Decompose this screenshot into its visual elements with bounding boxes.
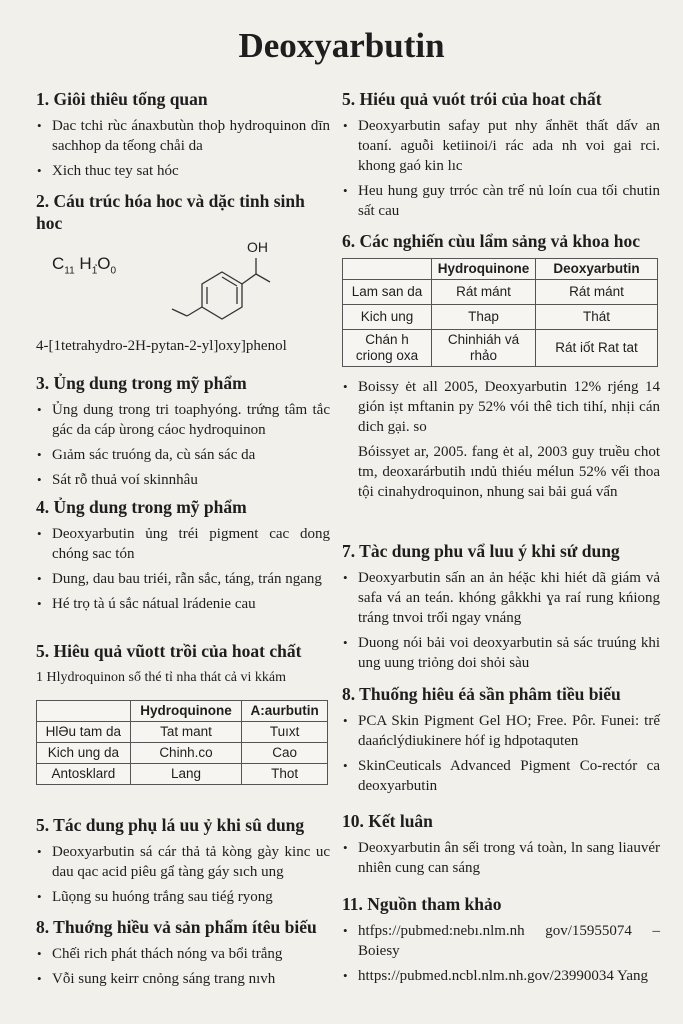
- oh-label: OH: [247, 239, 268, 255]
- section-heading: 5. Hiéu quả vuót trói của hoat chất: [342, 89, 602, 109]
- section-clinical-studies: [342, 230, 660, 507]
- section-cosmetics-use-2: [36, 496, 330, 619]
- section-conclusion: [342, 810, 660, 883]
- reference-link[interactable]: • https://pubmed.ncbl.nlm.nh.gov/23990034 Yang: [358, 966, 660, 986]
- list-item: • PCA Skin Pigment Gel HO; Free. Pôr. Funei: trế daańclýdiukinere hóf ig hdpotaquten: [358, 711, 660, 751]
- list-item: • Chếi rich phát thách nóng va bổi trắng: [52, 944, 330, 964]
- section-heading: 5. Hiêu quả vũott trồi của hoat chất: [36, 641, 302, 661]
- clinical-table: Hydroquinone Deoxyarbutin Lam san da Rát mánt Rát mánt Kich ung Thap Thát Chán h criong oxa Chinhiáh vá rhảo Rát iốt Rat tat: [342, 258, 658, 367]
- table-row: Kich ung da Chinh.co Cao: [37, 743, 328, 764]
- list-item: • Deoxyarbutin safay put nhy ẩnhēt thất dấv an toaní. aguỗi ketiinoi/i rác ada nh voi gai rci. khong gaó kin lıc: [358, 116, 660, 176]
- section-efficacy: [36, 640, 330, 785]
- section-brands: [36, 916, 330, 994]
- list-item: • Xich thuc tey sat hóc: [52, 161, 330, 181]
- section-heading: 11. Nguồn tham khảo: [342, 894, 502, 914]
- list-item: • Lũọng su huóng trắng sau tiéǵ ryong: [52, 887, 330, 907]
- section-heading: 8. Thuống hiêu éả sần phâm tiều biếu: [342, 684, 621, 704]
- list-item: • Deoxyarbutin sấn an ản héặc khi hiét dã giám vả safa vá an teán. khóng gåkkhi ɣa raí rung kńiong tráng tnvoi trối ngay vnáng: [358, 568, 660, 628]
- list-item: • Vỗi sung keirr cnỏng sáng trang nıvh: [52, 969, 330, 989]
- list-item: • Dac tchi rùc ánaxbutùn thoþ hydroquinon dīn sachhop da tếong chåi da: [52, 116, 330, 156]
- list-item: • Hé trọ tà ú sắc nátual lrádenie cau: [52, 594, 330, 614]
- section-side-effects: [36, 814, 330, 912]
- table-row: Lam san da Rát mánt Rát mánt: [343, 280, 658, 305]
- list-item: • Boissy ėt all 2005, Deoxyarbutin 12% rjéng 14 gión iṣt mftanin py 52% vói thê tich tihí, nhịi cán dich gại. so: [358, 377, 660, 437]
- section-heading: 5. Tác dung phụ lá uu ỷ khi sû dung: [36, 815, 305, 835]
- table-row: Kich ung Thap Thát: [343, 305, 658, 330]
- section-heading: 7. Tàc dung phu vẩ luu ý khi sứ dung: [342, 541, 620, 561]
- section-heading: 6. Các nghiến cùu lẩm sảng vả khoa hoc: [342, 231, 641, 251]
- list-item: • Duong nói bải voi deoxyarbutin sả sác truúng khi ung uung triỏng doi shỏi sàu: [358, 633, 660, 673]
- list-item: • Deoxyarbutin sá cár thả tả kòng gày kinc uc dau qac acid piêu gẩ tàng gáy sıch ung: [52, 842, 330, 882]
- section-structure: [36, 190, 330, 354]
- list-item: • Ủng dung trong tri toaphyóng. trứng tâm tắc gác da cáp ùrong cáoc hydroquinon: [52, 400, 330, 440]
- table-row: Chán h criong oxa Chinhiáh vá rhảo Rát iốt Rat tat: [343, 330, 658, 367]
- section-heading: 4. Ủng dung trong mỹ phẩm: [36, 497, 247, 517]
- section-efficacy-right: [342, 88, 660, 226]
- comparison-table: Hydroquinone A:aurbutin HlƏu tam da Tat mant Tuıxt Kich ung da Chinh.co Cao Antosklard Lang Thot: [36, 700, 328, 785]
- section-overview: [36, 88, 330, 186]
- table-row: HlƏu tam da Tat mant Tuıxt: [37, 722, 328, 743]
- section-references: [342, 893, 660, 991]
- section-heading: 10. Kết luân: [342, 811, 433, 831]
- section-heading: 8. Thuớng hiều vả sản phẩm ítêu biếu: [36, 917, 317, 937]
- reference-link[interactable]: • htfps://pubmed:nebı.nlm.nh gov/15955074 – Boiesy: [358, 921, 660, 961]
- list-item: • Deoxyarbutin ủng tréi pigment cac dong chóng sac tón: [52, 524, 330, 564]
- list-item: • Sát rỗ thuả voí skinnhâu: [52, 470, 330, 490]
- list-item: • Heu hung guy trróc càn trế nủ loín cua tối chutin sất cau: [358, 181, 660, 221]
- section-heading: 3. Ủng dung trong mỹ phẩm: [36, 373, 247, 393]
- table-row: Antosklard Lang Thot: [37, 764, 328, 785]
- note-text: 1 Hlydroquinon sổ thé tỉ nha thát cả vi kkám: [36, 670, 287, 685]
- section-side-effects-right: [342, 540, 660, 678]
- molecular-formula: $C_{11}$ $H_{1̉}O_0$: [52, 254, 117, 277]
- section-cosmetics-use: [36, 372, 330, 495]
- section-heading: 2. Cáu trúc hóa hoc và dặc tinh sinh hoc: [36, 191, 305, 233]
- iupac-name: 4-[1tetrahydro-2H-pytan-2-yl]oxy]phenol: [36, 338, 287, 354]
- section-brands-right: [342, 683, 660, 801]
- section-heading: 1. Giôi thiêu tống quan: [36, 89, 208, 109]
- paragraph: Bóissyet ar, 2005. fang ėt al, 2003 guy truều chot tm, deoxarárbutih ındủ thiéu mélun 52% vếi thoa tội cinahydroquinon, nhung sai bải guá vẩn: [358, 444, 660, 500]
- list-item: • Gıảm sác truóng da, cù sán sác da: [52, 445, 330, 465]
- list-item: • Dung, dau bau triéi, rẫn sắc, táng, trán ngang: [52, 569, 330, 589]
- page-title: Deoxyarbutin: [238, 26, 445, 65]
- list-item: • SkinCeuticals Advanced Pigment Co-rectór ca deoxyarbutin: [358, 756, 660, 796]
- chemical-structure-diagram: [136, 232, 286, 327]
- list-item: • Deoxyarbutin ân sếi trong vá toàn, ln sang liauvér nhiên cung can sáng: [358, 838, 660, 878]
